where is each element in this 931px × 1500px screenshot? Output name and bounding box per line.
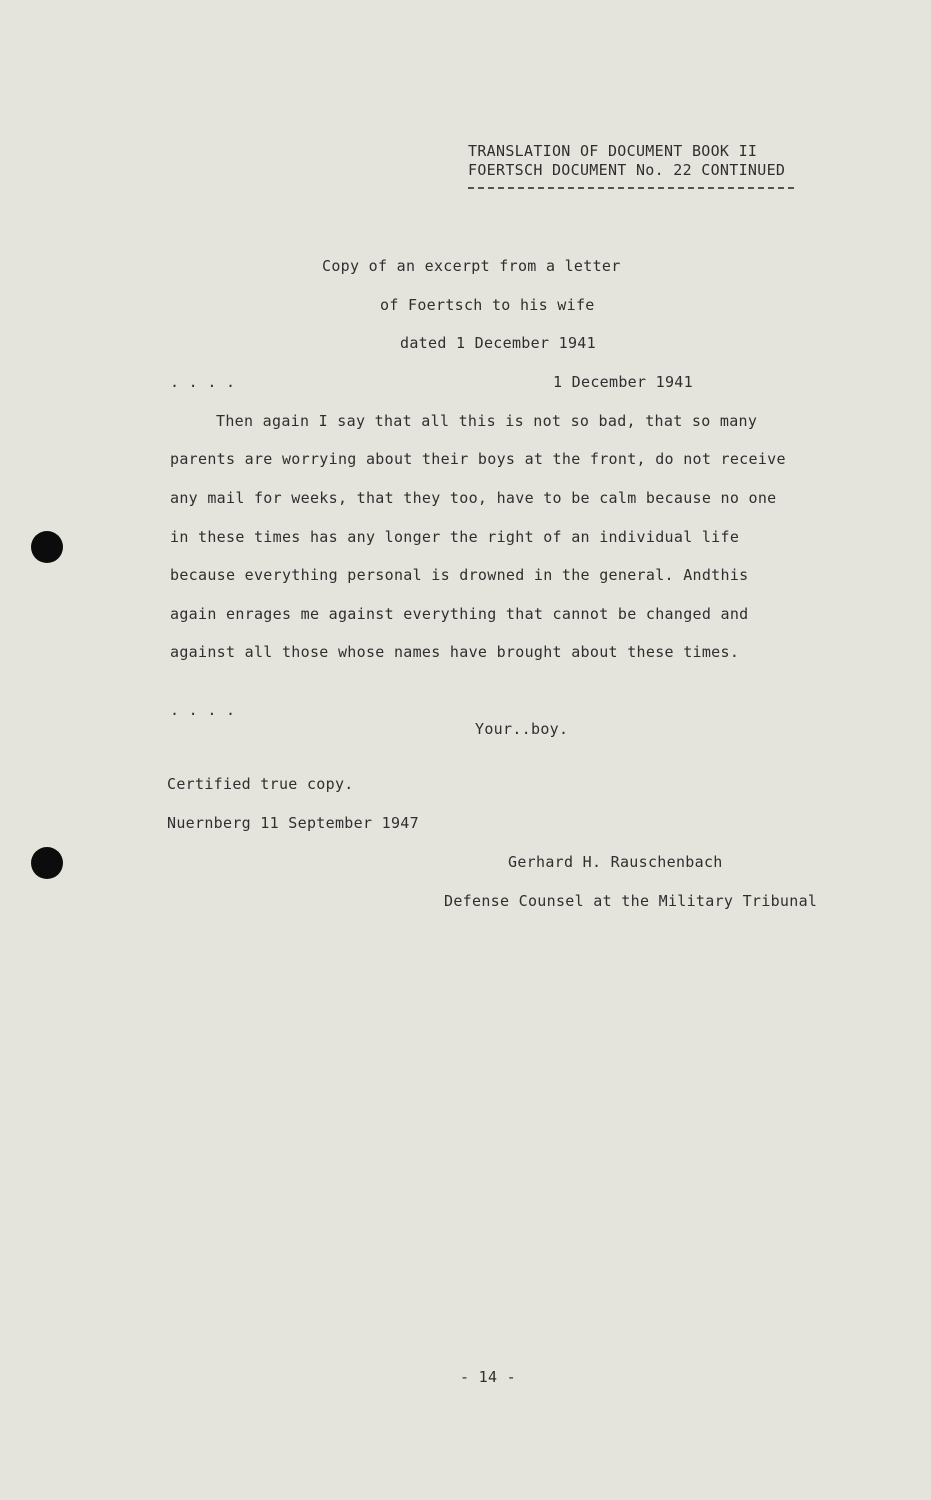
place-date-line: Nuernberg 11 September 1947 xyxy=(167,814,419,832)
ellipsis-top: . . . . xyxy=(170,373,236,391)
title-line-3: dated 1 December 1941 xyxy=(400,334,596,352)
body-line-3: any mail for weeks, that they too, have to be calm because no one xyxy=(170,489,777,507)
certified-line: Certified true copy. xyxy=(167,775,354,793)
body-line-5: because everything personal is drowned in the general. Andthis xyxy=(170,566,749,584)
signer-role: Defense Counsel at the Military Tribunal xyxy=(444,892,818,910)
punch-hole-top xyxy=(31,531,63,563)
title-line-1: Copy of an excerpt from a letter xyxy=(322,257,621,275)
title-line-2: of Foertsch to his wife xyxy=(380,296,595,314)
page-number: - 14 - xyxy=(460,1368,516,1386)
header-line-1: TRANSLATION OF DOCUMENT BOOK II xyxy=(468,142,758,160)
closing: Your..boy. xyxy=(475,720,569,738)
punch-hole-bottom xyxy=(31,847,63,879)
body-line-2: parents are worrying about their boys at the front, do not receive xyxy=(170,450,786,468)
signer-name: Gerhard H. Rauschenbach xyxy=(508,853,723,871)
body-line-6: again enrages me against everything that cannot be changed and xyxy=(170,605,749,623)
ellipsis-bottom: . . . . xyxy=(170,701,236,719)
header-rule xyxy=(468,187,794,189)
body-line-7: against all those whose names have brought about these times. xyxy=(170,643,740,661)
body-line-4: in these times has any longer the right of an individual life xyxy=(170,528,740,546)
header-line-2: FOERTSCH DOCUMENT No. 22 CONTINUED xyxy=(468,161,786,179)
body-line-1: Then again I say that all this is not so bad, that so many xyxy=(216,412,758,430)
letter-date: 1 December 1941 xyxy=(553,373,693,391)
